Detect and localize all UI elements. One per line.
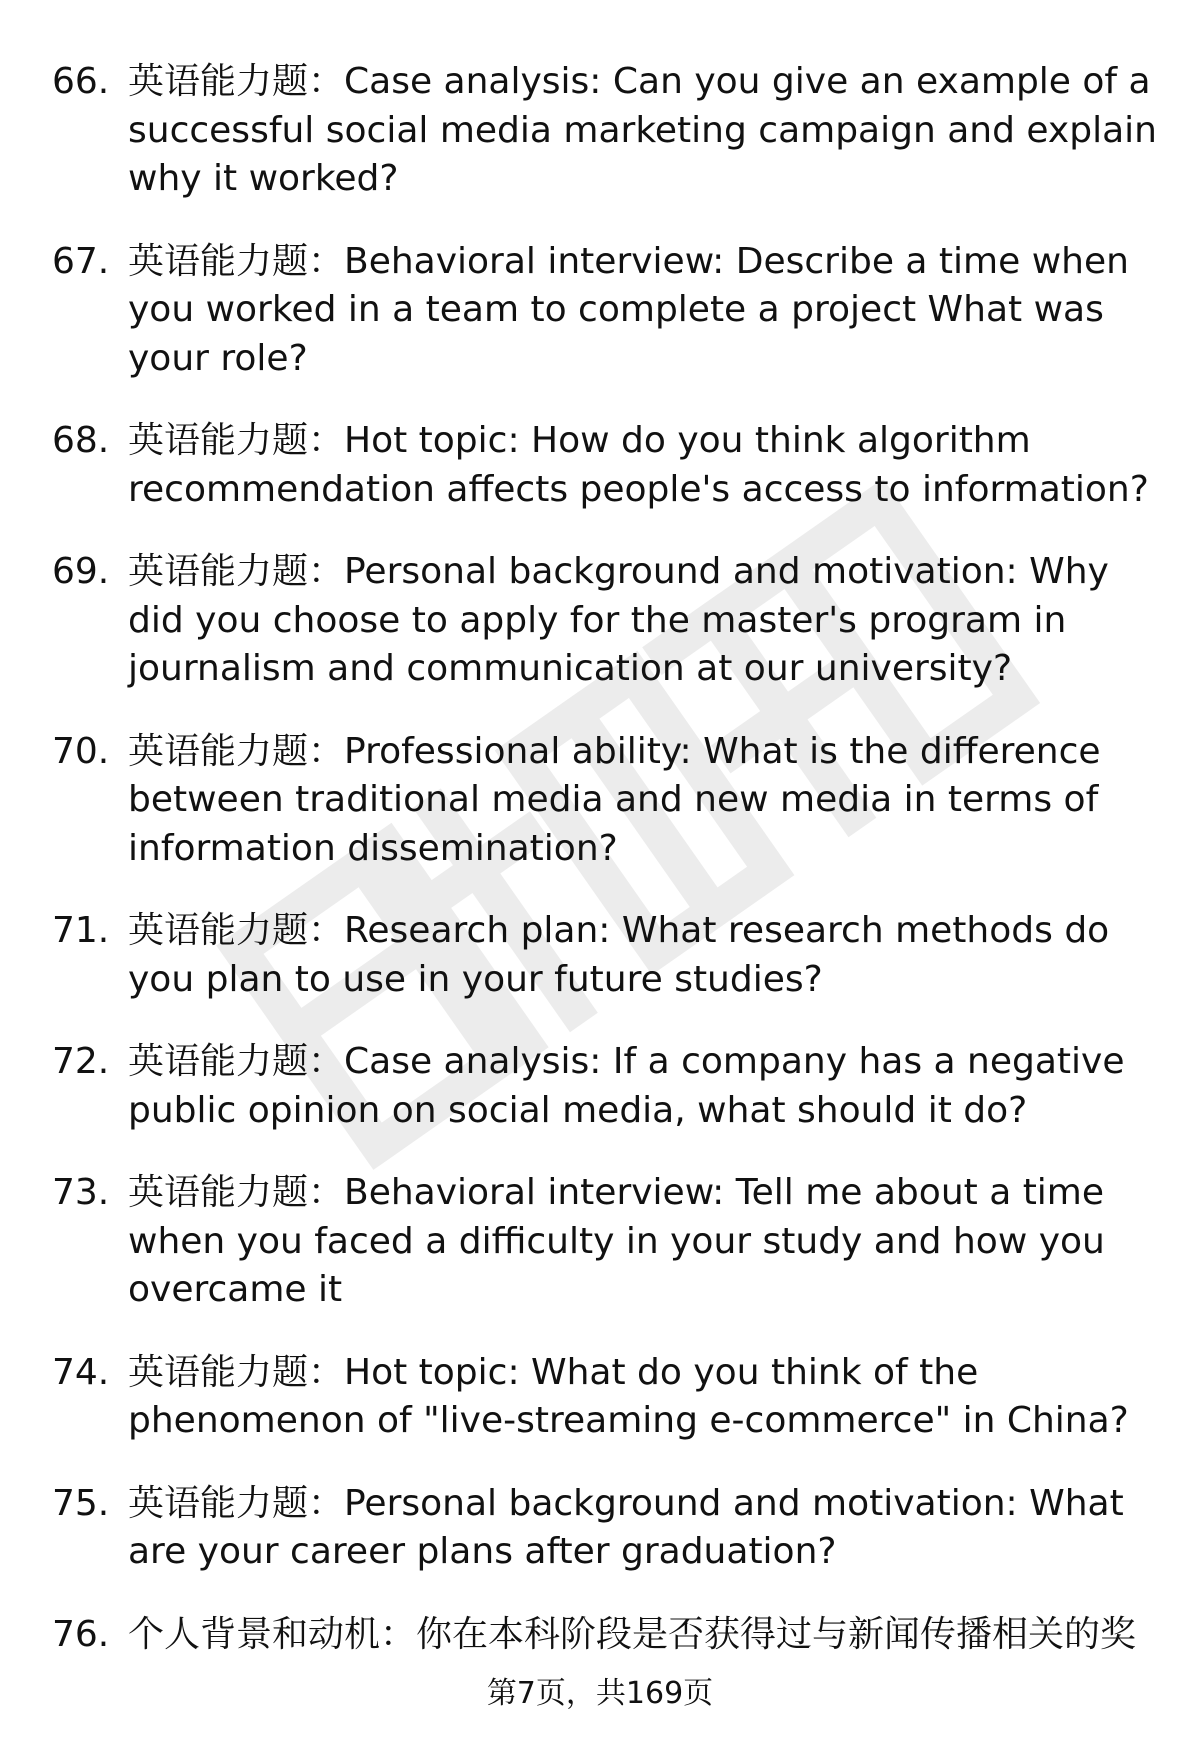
question-number: 68. xyxy=(52,420,110,461)
question-number: 72. xyxy=(52,1041,110,1082)
question-text: 英语能力题：Behavioral interview: Describe a time when you worked in a team to complete a project What was your role? xyxy=(128,240,1129,379)
question-text: 英语能力题：Professional ability: What is the difference between traditional media and new media in terms of information dissemination? xyxy=(128,730,1101,869)
list-item xyxy=(52,58,1162,204)
question-number: 76. xyxy=(52,1613,110,1655)
question-number: 69. xyxy=(52,551,110,592)
question-number: 74. xyxy=(52,1351,110,1393)
list-item xyxy=(52,728,1162,874)
list-item xyxy=(52,1038,1162,1135)
question-number: 71. xyxy=(52,910,110,951)
list-item xyxy=(52,907,1162,1004)
question-number: 70. xyxy=(52,730,110,772)
list-item xyxy=(52,417,1162,514)
list-item xyxy=(52,1169,1162,1315)
list-item xyxy=(52,1480,1162,1577)
question-text: 英语能力题：Behavioral interview: Tell me about a time when you faced a difficulty in your study and how you overcame it xyxy=(128,1172,1105,1310)
question-number: 73. xyxy=(52,1172,110,1213)
page-footer: 第7页，共169页 xyxy=(486,1676,714,1711)
question-text: 英语能力题：Research plan: What research methods do you plan to use in your future studies? xyxy=(128,910,1110,1000)
question-number: 66. xyxy=(52,61,110,102)
list-item xyxy=(52,1611,1162,1660)
question-text: 英语能力题：Hot topic: What do you think of the phenomenon of "live-streaming e-commerce" in China? xyxy=(128,1351,1129,1441)
list-item xyxy=(52,238,1162,384)
list-item xyxy=(52,548,1162,694)
question-text: 个人背景和动机：你在本科阶段是否获得过与新闻传播相关的奖 xyxy=(128,1613,1137,1655)
question-text: 英语能力题：Case analysis: Can you give an example of a successful social media marketing campaign and explain why it worked? xyxy=(128,61,1157,199)
question-list xyxy=(52,58,1162,1659)
question-number: 75. xyxy=(52,1482,110,1524)
question-number: 67. xyxy=(52,240,110,282)
question-text: 英语能力题：Case analysis: If a company has a negative public opinion on social media, what should it do? xyxy=(128,1041,1125,1131)
question-text: 英语能力题：Personal background and motivation: Why did you choose to apply for the master's program in journalism and communication at our university? xyxy=(128,551,1109,689)
list-item xyxy=(52,1349,1162,1446)
question-text: 英语能力题：Personal background and motivation: What are your career plans after graduation? xyxy=(128,1482,1124,1572)
question-text: 英语能力题：Hot topic: How do you think algorithm recommendation affects people's access to information? xyxy=(128,420,1149,510)
